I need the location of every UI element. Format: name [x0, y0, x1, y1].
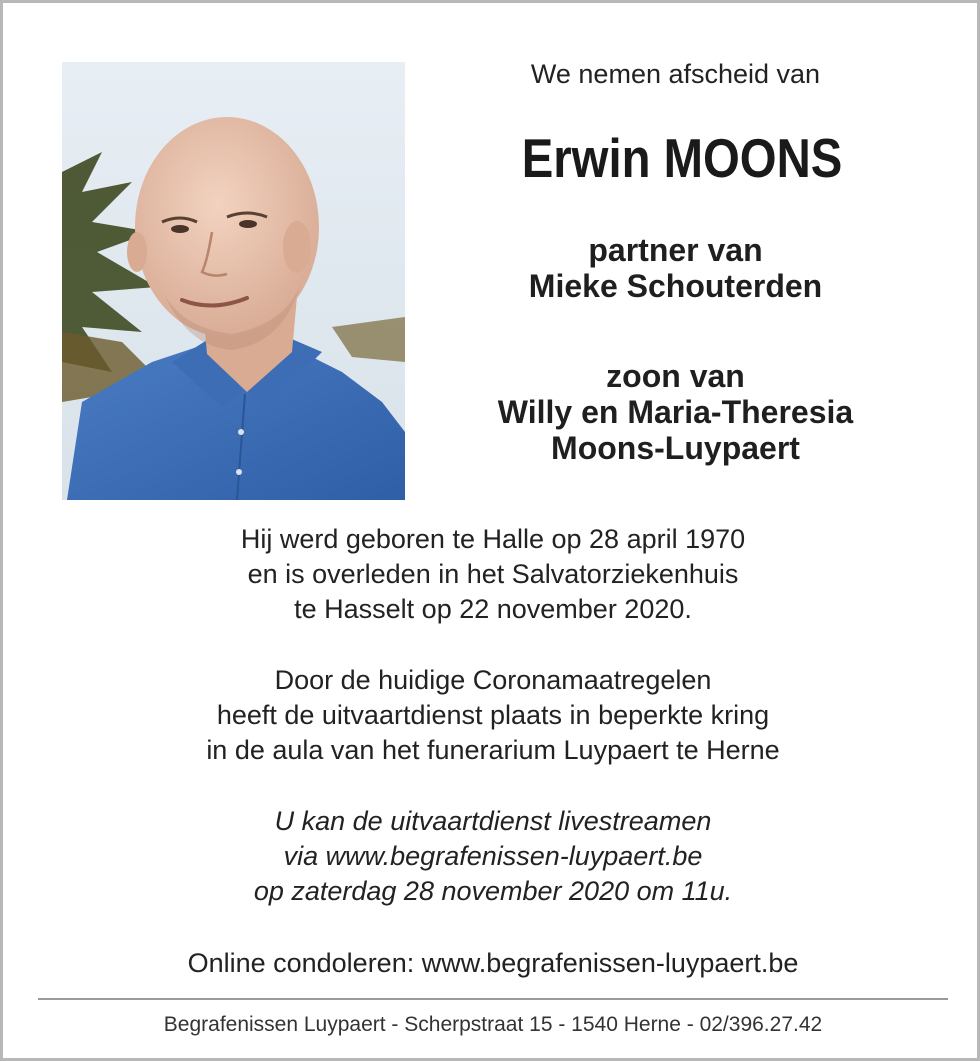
condolences-paragraph [33, 946, 953, 981]
ceremony-paragraph [33, 663, 953, 768]
funeral-home-footer: Begrafenissen Luypaert - Scherpstraat 15 - 1540 Herne - 02/396.27.42 [163, 1013, 823, 1036]
text-line: op zaterdag 28 november 2020 om 11u. [253, 876, 733, 906]
parents-surnames: Moons-Luypaert [551, 430, 800, 466]
text-line: Hij werd geboren te Halle op 28 april 1970 [240, 524, 746, 554]
text-line: en is overleden in het Salvatorziekenhuis [247, 559, 739, 589]
livestream-paragraph [33, 804, 953, 909]
portrait-illustration [62, 62, 405, 500]
text-line: Door de huidige Coronamaatregelen [274, 665, 712, 695]
parents-names: Willy en Maria-Theresia [497, 394, 854, 430]
text-line: heeft de uitvaartdienst plaats in beperkte kring [216, 700, 770, 730]
intro-text: We nemen afscheid van [530, 59, 821, 89]
text-line: U kan de uitvaartdienst livestreamen [274, 806, 712, 836]
partner-name: Mieke Schouterden [528, 268, 823, 304]
deceased-name: Erwin MOONS [521, 127, 843, 189]
livestream-link[interactable]: via www.begrafenissen-luypaert.be [283, 841, 703, 871]
parents-block [448, 358, 903, 466]
portrait-photo [62, 62, 405, 500]
partner-block [448, 232, 903, 304]
condolences-link[interactable]: Online condoleren: www.begrafenissen-luypaert.be [187, 948, 799, 978]
birth-death-paragraph [33, 522, 953, 627]
text-line: in de aula van het funerarium Luypaert te Herne [206, 735, 780, 765]
parents-label: zoon van [606, 358, 745, 394]
partner-label: partner van [588, 232, 763, 268]
text-line: te Hasselt op 22 november 2020. [294, 594, 692, 624]
divider [38, 998, 948, 1000]
